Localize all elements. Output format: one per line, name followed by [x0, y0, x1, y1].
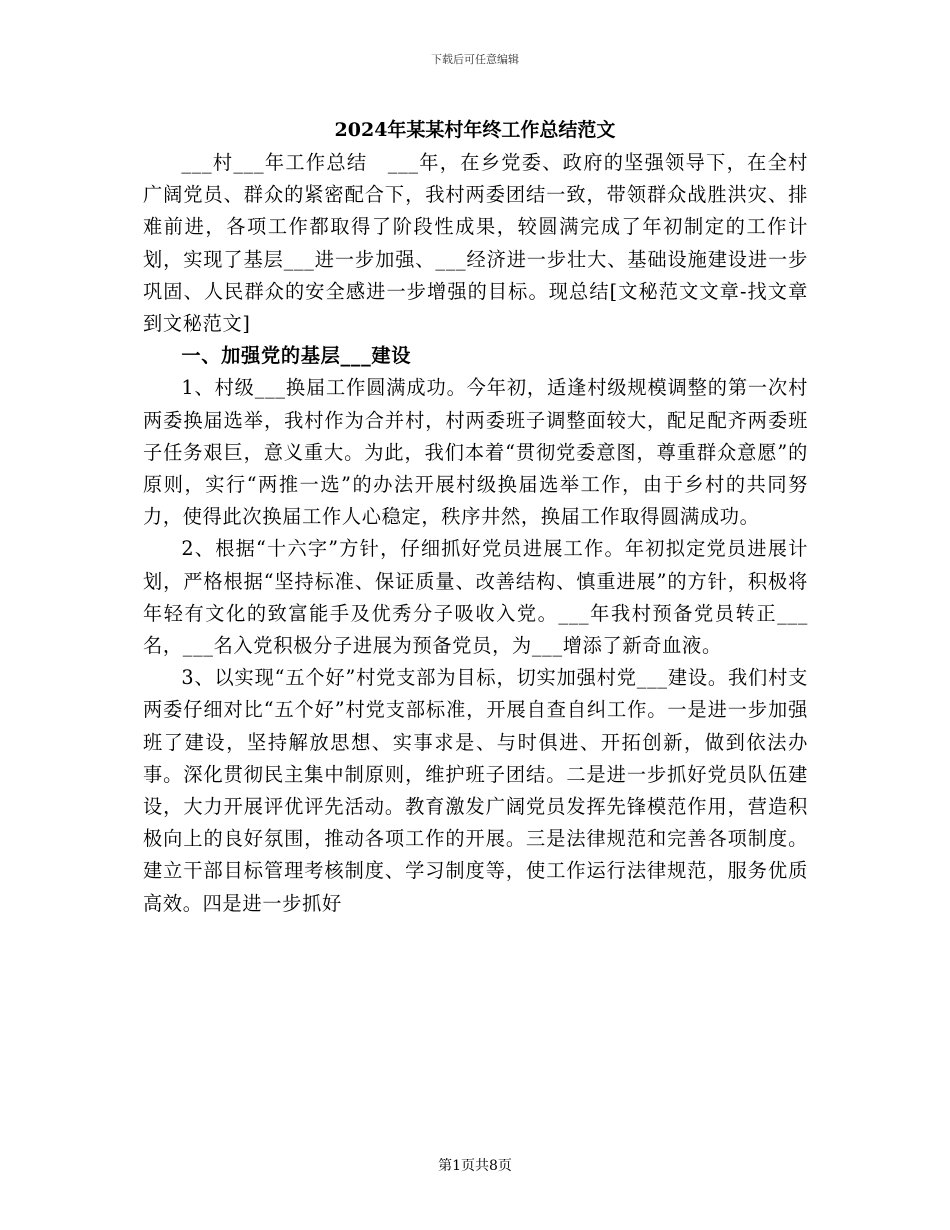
- document-title: 2024年某某村年终工作总结范文: [334, 119, 616, 141]
- page-number: 第1页共8页: [438, 1158, 512, 1174]
- paragraph-item-1: 1、村级___换届工作圆满成功。今年初，适逢村级规模调整的第一次村两委换届选举，我村作为合并村，村两委班子调整面较大，配足配齐两委班子任务艰巨，意义重大。为此，我们本着“贯彻党委意图，尊重群众意愿”的原则，实行“两推一选”的办法开展村级换届选举工作，由于乡村的共同努力，使得此次换届工作人心稳定，秩序井然，换届工作取得圆满成功。: [143, 376, 808, 529]
- paragraph-item-3: 3、以实现“五个好”村党支部为目标，切实加强村党___建设。我们村支两委仔细对比“五个好”村党支部标准，开展自查自纠工作。一是进一步加强班了建设，坚持解放思想、实事求是、与时俱进、开拓创新，做到依法办事。深化贯彻民主集中制原则，维护班子团结。二是进一步抓好党员队伍建设，大力开展评优评先活动。教育激发广阔党员发挥先锋模范作用，营造积极向上的良好氛围，推动各项工作的开展。三是法律规范和完善各项制度。建立干部目标管理考核制度、学习制度等，使工作运行法律规范，服务优质高效。四是进一步抓好: [143, 666, 808, 915]
- document-body: [143, 147, 808, 920]
- page-header-note: 下载后可任意编辑: [431, 53, 519, 66]
- paragraph-intro: ___村___年工作总结 ___年，在乡党委、政府的坚强领导下，在全村广阔党员、群众的紧密配合下，我村两委团结一致，带领群众战胜洪灾、排难前进，各项工作都取得了阶段性成果，较圆满完成了年初制定的工作计划，实现了基层___进一步加强、___经济进一步壮大、基础设施建设进一步巩固、人民群众的安全感进一步增强的目标。现总结[文秘范文文章-找文章到文秘范文]: [143, 151, 808, 336]
- paragraph-item-2: 2、根据“十六字”方针，仔细抓好党员进展工作。年初拟定党员进展计划，严格根据“坚持标准、保证质量、改善结构、慎重进展”的方针，积极将年轻有文化的致富能手及优秀分子吸收入党。___年我村预备党员转正___名，___名入党积极分子进展为预备党员，为___增添了新奇血液。: [143, 537, 808, 658]
- section-heading: 一、加强党的基层___建设: [181, 344, 412, 368]
